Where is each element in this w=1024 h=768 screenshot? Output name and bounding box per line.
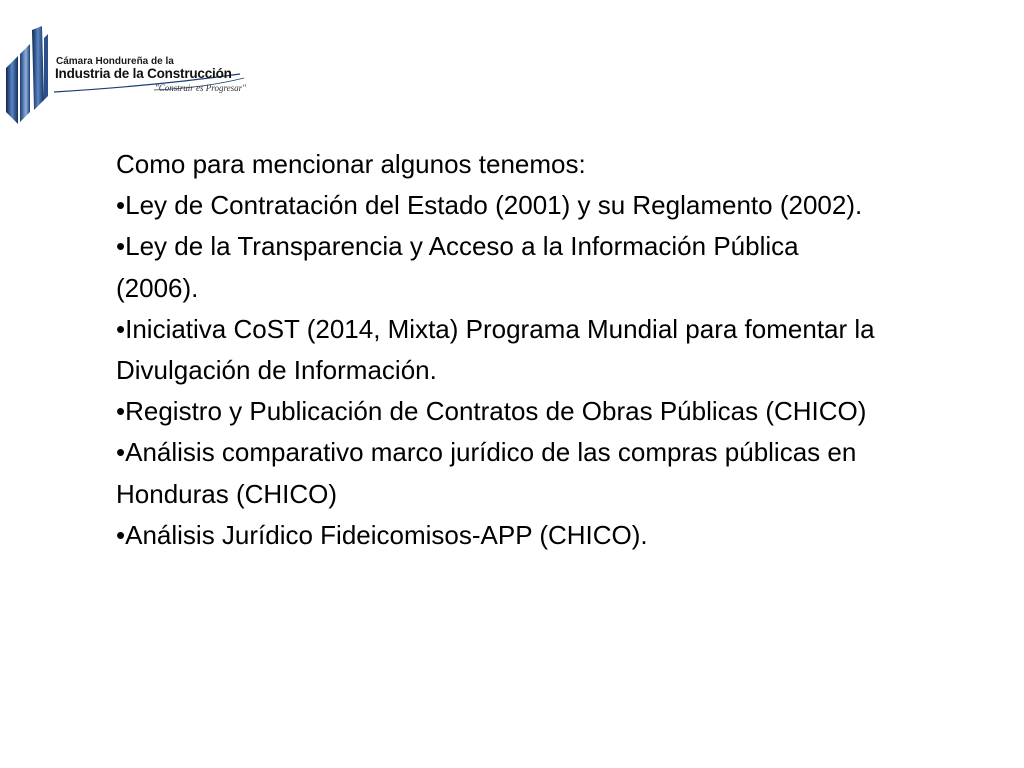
bullet-item: •Iniciativa CoST (2014, Mixta) Programa Mundial para fomentar la Divulgación de Información. (116, 313, 875, 386)
bullet-item: •Registro y Publicación de Contratos de Obras Públicas (CHICO) (116, 396, 867, 427)
bullet-item: •Análisis Jurídico Fideicomisos-APP (CHICO). (116, 519, 648, 550)
logo-org-line2: Industria de la Construcción (55, 66, 232, 81)
intro-text: Como para mencionar algunos tenemos: (116, 149, 586, 179)
slide-body (116, 144, 876, 556)
bullet-item: •Análisis comparativo marco jurídico de las compras públicas en Honduras (CHICO) (116, 437, 857, 509)
bullet-item: •Ley de Contratación del Estado (2001) y su Reglamento (2002). (116, 190, 863, 221)
bullet-item: •Ley de la Transparencia y Acceso a la Información Pública (2006). (116, 231, 799, 303)
chico-logo (4, 26, 254, 130)
logo-org-line1: Cámara Hondureña de la (56, 56, 174, 67)
logo-tagline: "Construir es Progresar" (155, 83, 246, 93)
